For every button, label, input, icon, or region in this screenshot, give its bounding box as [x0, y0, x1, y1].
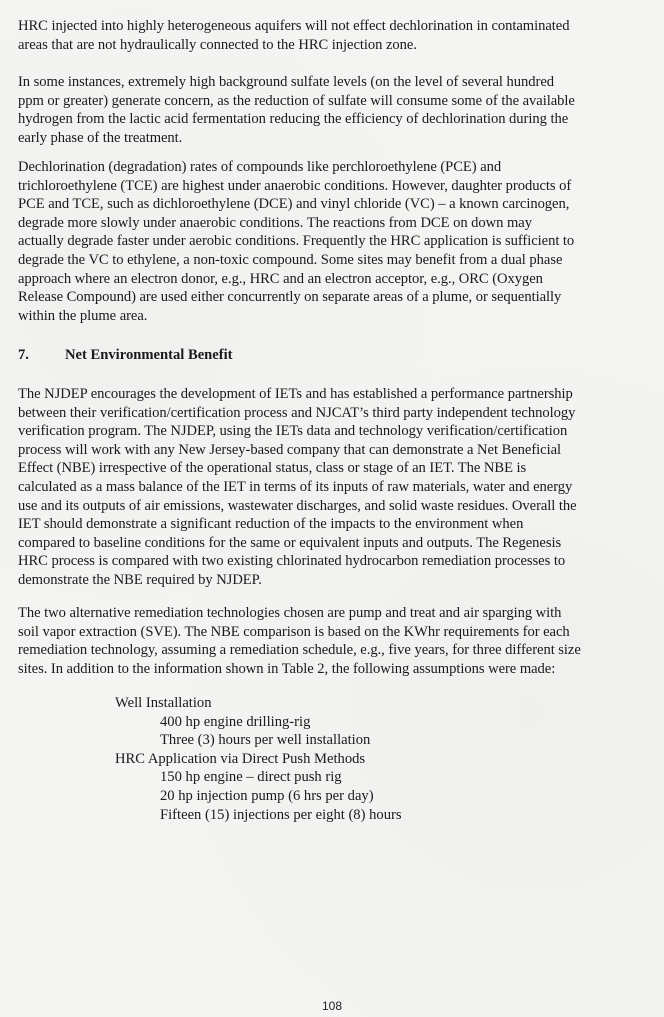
text-line: process will work with any New Jersey-based company that can demonstrate a Net Beneficial [18, 441, 562, 458]
text-line: areas that are not hydraulically connected to the HRC injection zone. [18, 36, 417, 53]
assumption-item: 150 hp engine – direct push rig [160, 769, 342, 786]
text-line: between their verification/certification process and NJCAT’s third party independent technology [18, 404, 576, 421]
text-line: The two alternative remediation technologies chosen are pump and treat and air sparging with [18, 605, 562, 621]
text-line: trichloroethylene (TCE) are highest under anaerobic conditions. However, daughter products of [18, 177, 572, 194]
text-line: verification program. The NJDEP, using the IETs data and technology verification/certification [18, 423, 568, 440]
text-line: ppm or greater) generate concern, as the reduction of sulfate will consume some of the available [18, 92, 575, 109]
text-line: actually degrade faster under aerobic conditions. Frequently the HRC application is sufficient to [18, 233, 575, 250]
assumption-item: Three (3) hours per well installation [160, 732, 371, 749]
paragraph-hrc-heterogeneous [18, 17, 569, 54]
text-line: In some instances, extremely high background sulfate levels (on the level of several hundred [18, 74, 555, 90]
text-line: degrade more slowly under anaerobic conditions. The reactions from DCE on down may [18, 214, 532, 231]
text-line: HRC process is compared with two existing chlorinated hydrocarbon remediation processes to [18, 553, 566, 570]
section-heading [18, 346, 233, 364]
assumption-item: 20 hp injection pump (6 hrs per day) [160, 787, 374, 804]
assumptions-list [115, 694, 402, 824]
text-line: HRC injected into highly heterogeneous aquifers will not effect dechlorination in contaminated [18, 18, 570, 34]
paragraph-njdep [18, 385, 577, 590]
assumption-item: 400 hp engine drilling-rig [160, 713, 311, 730]
text-line: remediation technology, assuming a remediation schedule, e.g., five years, for three different size [18, 642, 581, 659]
text-line: demonstrate the NBE required by NJDEP. [18, 571, 262, 588]
paragraph-sulfate [18, 73, 575, 147]
section-number: 7. [18, 347, 29, 363]
text-line: degrade the VC to ethylene, a non-toxic compound. Some sites may benefit from a dual phase [18, 251, 563, 268]
text-line: soil vapor extraction (SVE). The NBE comparison is based on the KWhr requirements for each [18, 623, 570, 640]
text-line: within the plume area. [18, 307, 148, 324]
text-line: The NJDEP encourages the development of IETs and has established a performance partnership [18, 386, 573, 402]
text-line: hydrogen from the lactic acid fermentation reducing the efficiency of dechlorination during the [18, 111, 569, 128]
paragraph-alternatives [18, 604, 581, 678]
text-line: use and its outputs of air emissions, wastewater discharges, and solid waste residues. Overall the [18, 497, 577, 514]
assumption-group-label: Well Installation [115, 695, 212, 711]
text-line: compared to baseline conditions for the same or equivalent inputs and outputs. The Regenesis [18, 534, 562, 551]
text-line: calculated as a mass balance of the IET in terms of its inputs of raw materials, water and energy [18, 478, 573, 495]
page-number: 108 [321, 999, 343, 1013]
assumption-group-label: HRC Application via Direct Push Methods [115, 750, 366, 767]
text-line: Dechlorination (degradation) rates of compounds like perchloroethylene (PCE) and [18, 159, 502, 175]
text-line: early phase of the treatment. [18, 129, 183, 146]
text-line: Effect (NBE) irrespective of the operational status, class or stage of an IET. The NBE is [18, 460, 527, 477]
text-line: approach where an electron donor, e.g., HRC and an electron acceptor, e.g., ORC (Oxygen [18, 270, 543, 287]
assumption-item: Fifteen (15) injections per eight (8) hours [160, 806, 402, 823]
text-line: PCE and TCE, such as dichloroethylene (DCE) and vinyl chloride (VC) – a known carcinogen, [18, 196, 570, 213]
text-line: IET should demonstrate a significant reduction of the impacts to the environment when [18, 516, 524, 533]
text-line: sites. In addition to the information shown in Table 2, the following assumptions were made: [18, 660, 556, 677]
text-line: Release Compound) are used either concurrently on separate areas of a plume, or sequentially [18, 289, 562, 306]
section-title: Net Environmental Benefit [65, 347, 233, 363]
paragraph-dechlorination [18, 158, 574, 325]
